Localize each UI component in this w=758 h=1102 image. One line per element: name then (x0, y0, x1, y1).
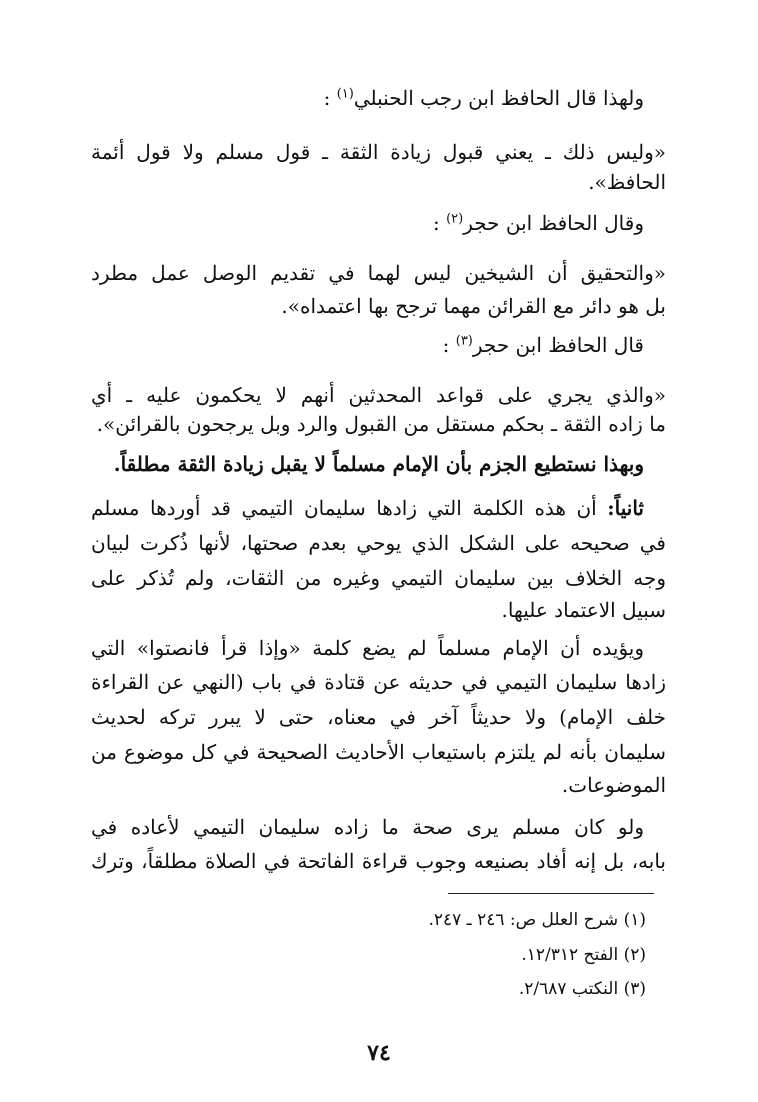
body-line: زادها سليمان التيمي في حديثه عن قتادة في باب (النهي عن القراءة (91, 670, 666, 694)
footnote-number: (٢) (623, 945, 646, 965)
body-line: بابه، بل إنه أفاد بصنيعه وجوب قراءة الفاتحة في الصلاة مطلقاً، وترك (91, 849, 666, 873)
body-line: قال الحافظ ابن حجر$^{(٣)}$ : (442, 333, 644, 357)
footnote: (١) شرح العلل ص: ٢٤٦ ـ ٢٤٧. (428, 910, 646, 930)
body-line: «والتحقيق أن الشيخين ليس لهما في تقديم الوصل عمل مطرد (91, 261, 666, 285)
footnote: (٣) النكتب ٢/٦٨٧. (518, 979, 646, 999)
body-line: ولهذا قال الحافظ ابن رجب الحنبلي$^{(١)}$ : (323, 86, 644, 110)
footnote-ref: (٣) (455, 333, 473, 349)
footnote: (٢) الفتح ١٢/٣١٢. (521, 945, 646, 965)
footnote-number: (٣) (623, 979, 646, 999)
body-line: بل هو دائر مع القرائن مهما ترجح بها اعتمداه». (281, 294, 666, 318)
body-line: سليمان بأنه لم يلتزم باستيعاب الأحاديث الصحيحة في كل موضوع من (91, 740, 666, 764)
footnote-number: (١) (623, 910, 646, 930)
body-line: الحافظ». (588, 170, 666, 194)
footnote-separator (448, 893, 654, 894)
body-line: وجه الخلاف بين سليمان التيمي وغيره من الثقات، ولم تُذكر على (91, 566, 666, 590)
body-line: «وليس ذلك ـ يعني قبول زيادة الثقة ـ قول مسلم ولا قول أئمة (91, 140, 666, 164)
footnote-ref: (١) (336, 86, 354, 102)
body-line: الموضوعات. (561, 773, 666, 797)
body-line: ما زاده الثقة ـ بحكم مستقل من القبول والرد وبل يرجحون بالقرائن». (96, 412, 666, 436)
body-line: خلف الإمام) ولا حديثاً آخر في معناه، حتى لا يبرر تركه لحديث (91, 705, 666, 729)
body-line: وقال الحافظ ابن حجر$^{(٢)}$ : (432, 211, 644, 235)
page-number: ٧٤ (367, 1040, 391, 1066)
body-line: ولو كان مسلم يرى صحة ما زاده سليمان التيمي لأعاده في (91, 815, 644, 839)
body-line: وبهذا نستطيع الجزم بأن الإمام مسلماً لا يقبل زيادة الثقة مطلقاً. (113, 452, 644, 476)
body-line: ويؤيده أن الإمام مسلماً لم يضع كلمة «وإذا قرأ فانصتوا» التي (91, 636, 644, 660)
body-line: ثانياً: أن هذه الكلمة التي زادها سليمان التيمي قد أوردها مسلم (91, 496, 644, 520)
section-lead: ثانياً: (607, 496, 644, 520)
body-line: في صحيحه على الشكل الذي يوحي بعدم صحتها، لأنها ذُكرت لبيان (91, 531, 666, 555)
body-line: «والذي يجري على قواعد المحدثين أنهم لا يحكمون عليه ـ أي (91, 383, 666, 407)
footnote-ref: (٢) (446, 211, 464, 227)
body-line: سبيل الاعتماد عليها. (501, 598, 666, 622)
